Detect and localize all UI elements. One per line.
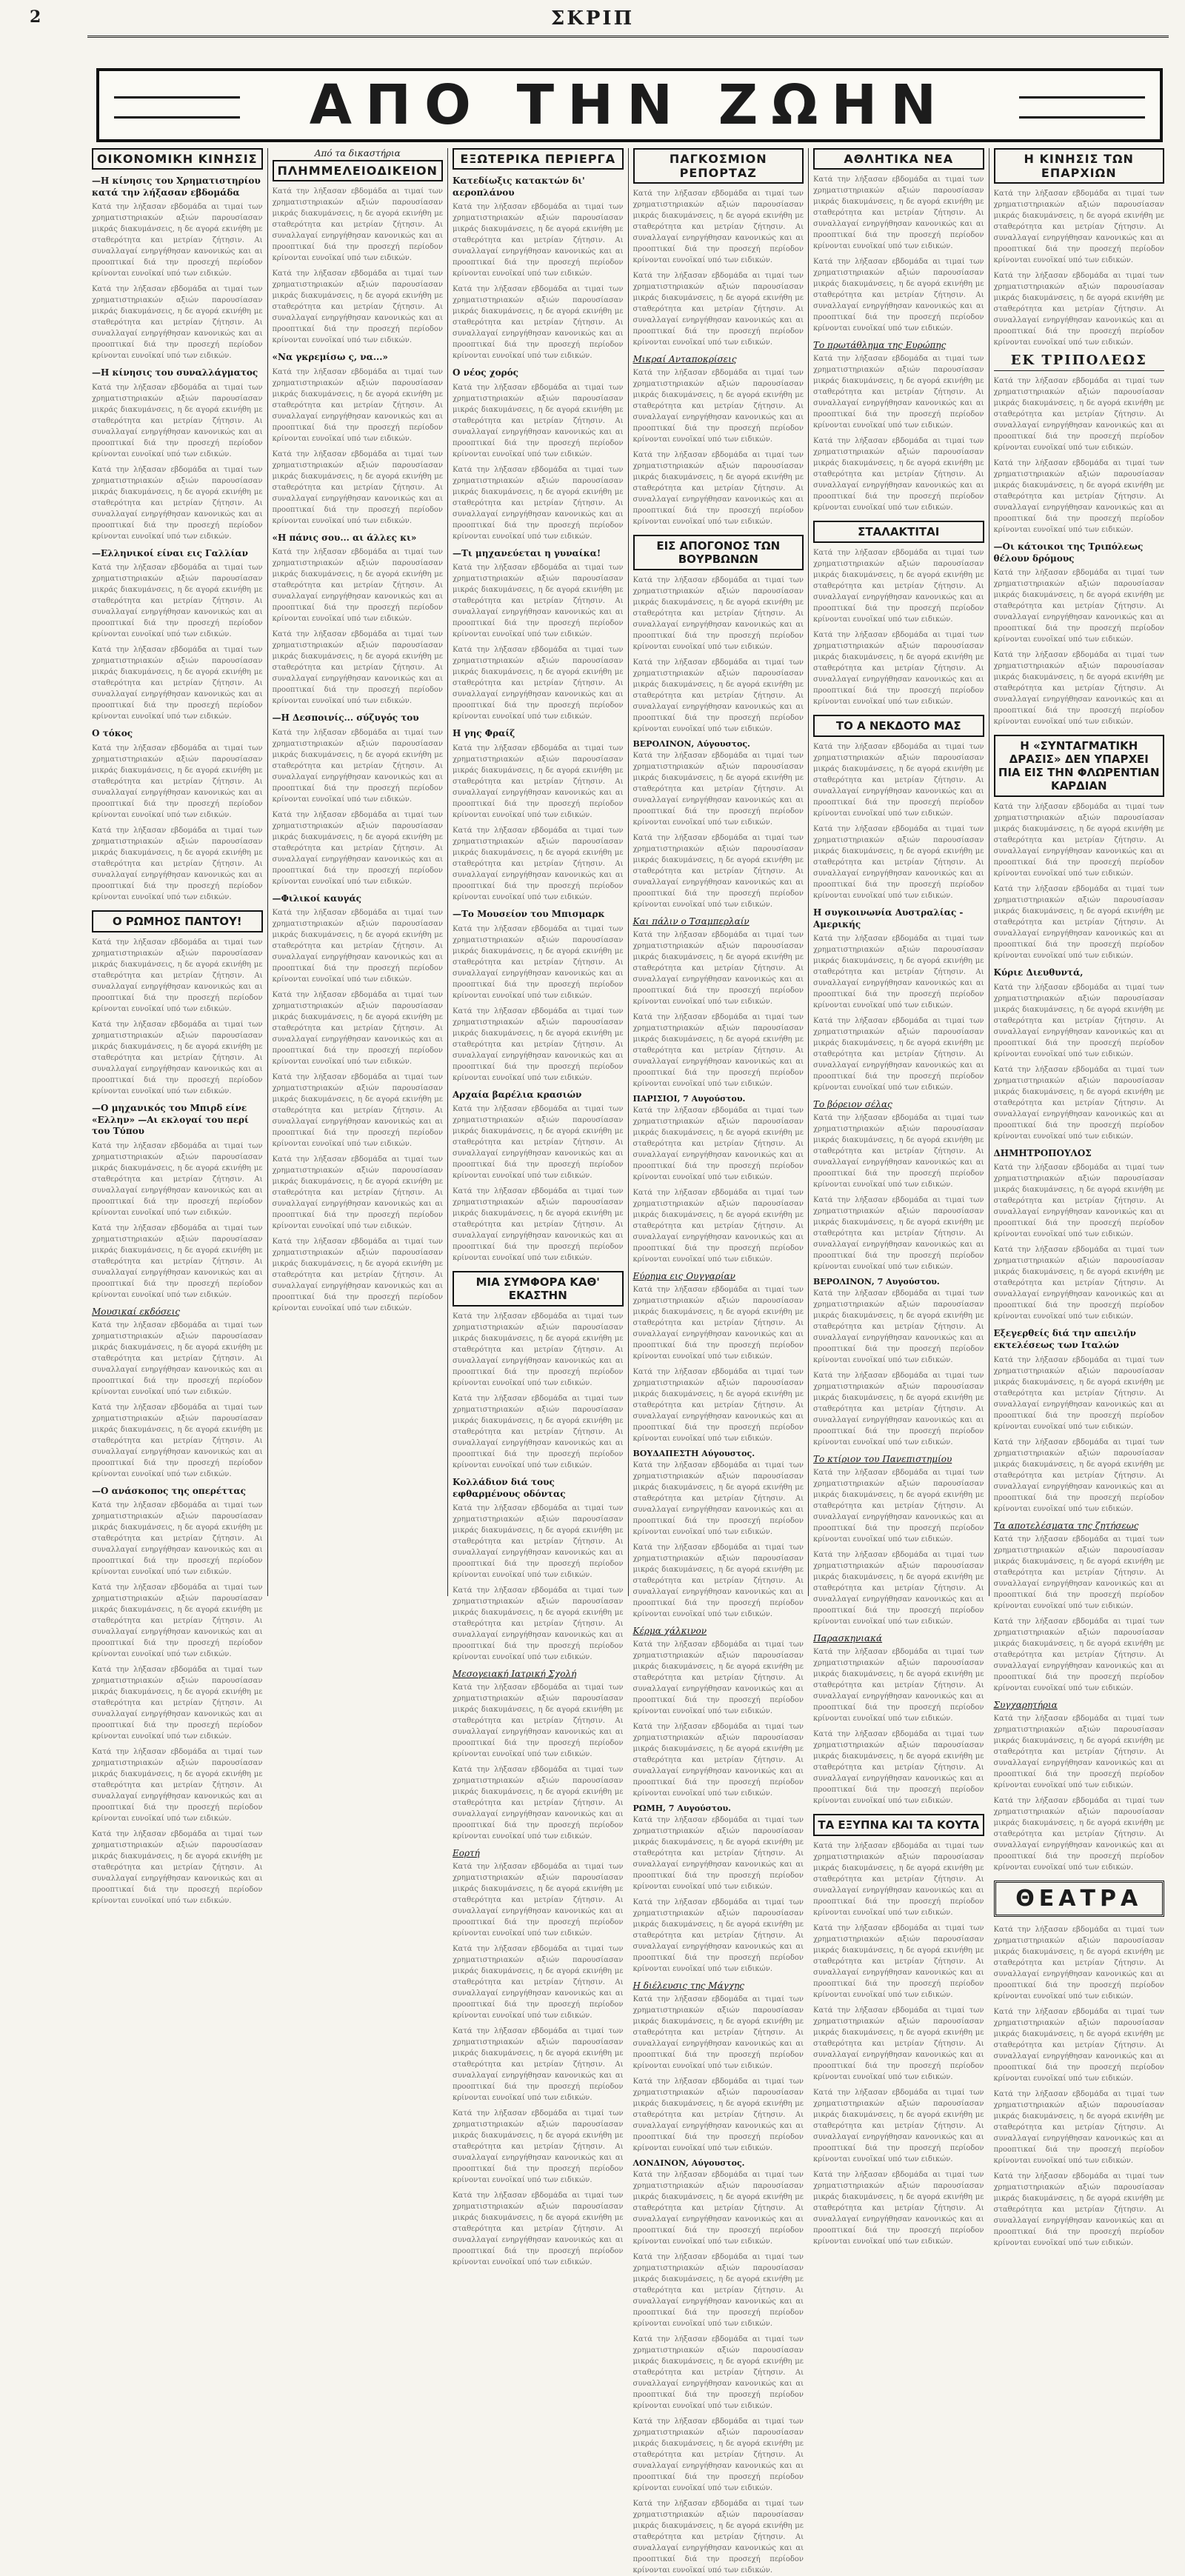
article-body: Κατά την λήξασαν εβδομάδα αι τιμαί των χρηματιστηριακών αξιών παρουσίασαν μικράς διακυμάνσεις, η δε αγορά εκινήθη με σταθερότητα και μετρίαν ζήτησιν. Αι συναλλαγαί ενηργήθησαν κανονικώς και αι προοπτικαί διά την προσεχή περίοδον κρίνονται ευνοϊκαί υπό των ειδικών. bbox=[453, 383, 624, 458]
article-body: Κατά την λήξασαν εβδομάδα αι τιμαί των χρηματιστηριακών αξιών παρουσίασαν μικράς διακυμάνσεις, η δε αγορά εκινήθη με σταθερότητα και μετρίαν ζήτησιν. Αι συναλλαγαί ενηργήθησαν κανονικώς και αι προοπτικαί διά την προσεχή περίοδον κρίνονται ευνοϊκαί υπό των ειδικών. bbox=[272, 548, 443, 624]
article-headline: Η συγκοινωνία Αυστραλίας - Αμερικής bbox=[813, 907, 964, 930]
article-body: Κατά την λήξασαν εβδομάδα αι τιμαί των χρηματιστηριακών αξιών παρουσίασαν μικράς διακυμάνσεις, η δε αγορά εκινήθη με σταθερότητα και μετρίαν ζήτησιν. Αι συναλλαγαί ενηργήθησαν κανονικώς και αι προοπτικαί διά την προσεχή περίοδον κρίνονται ευνοϊκαί υπό των ειδικών. bbox=[632, 1013, 804, 1088]
article-body: Κατά την λήξασαν εβδομάδα αι τιμαί των χρηματιστηριακών αξιών παρουσίασαν μικράς διακυμάνσεις, η δε αγορά εκινήθη με σταθερότητα και μετρίαν ζήτησιν. Αι συναλλαγαί ενηργήθησαν κανονικώς και αι προοπτικαί διά την προσεχή περίοδον κρίνονται ευνοϊκαί υπό των ειδικών. bbox=[632, 1898, 804, 1973]
article-body: Κατά την λήξασαν εβδομάδα αι τιμαί των χρηματιστηριακών αξιών παρουσίασαν μικράς διακυμάνσεις, η δε αγορά εκινήθη με σταθερότητα και μετρίαν ζήτησιν. Αι συναλλαγαί ενηργήθησαν κανονικώς και αι προοπτικαί διά την προσεχή περίοδον κρίνονται ευνοϊκαί υπό των ειδικών. bbox=[272, 630, 443, 706]
article-body: Κατά την λήξασαν εβδομάδα αι τιμαί των χρηματιστηριακών αξιών παρουσίασαν μικράς διακυμάνσεις, η δε αγορά εκινήθη με σταθερότητα και μετρίαν ζήτησιν. Αι συναλλαγαί ενηργήθησαν κανονικώς και αι προοπτικαί διά την προσεχή περίοδον κρίνονται ευνοϊκαί υπό των ειδικών. bbox=[453, 744, 624, 819]
article-body: Κατά την λήξασαν εβδομάδα αι τιμαί των χρηματιστηριακών αξιών παρουσίασαν μικράς διακυμάνσεις, η δε αγορά εκινήθη με σταθερότητα και μετρίαν ζήτησιν. Αι συναλλαγαί ενηργήθησαν κανονικώς και αι προοπτικαί διά την προσεχή περίοδον κρίνονται ευνοϊκαί υπό των ειδικών. bbox=[453, 2027, 624, 2103]
column-kicker: Από τα δικαστήρια bbox=[314, 148, 401, 159]
article-body: Κατά την λήξασαν εβδομάδα αι τιμαί των χρηματιστηριακών αξιών παρουσίασαν μικράς διακυμάνσεις, η δε αγορά εκινήθη με σταθερότητα και μετρίαν ζήτησιν. Αι συναλλαγαί ενηργήθησαν κανονικώς και αι προοπτικαί διά την προσεχή περίοδον κρίνονται ευνοϊκαί υπό των ειδικών. bbox=[632, 2078, 804, 2152]
article-body: Κατά την λήξασαν εβδομάδα αι τιμαί των χρηματιστηριακών αξιών παρουσίασαν μικράς διακυμάνσεις, η δε αγορά εκινήθη με σταθερότητα και μετρίαν ζήτησιν. Αι συναλλαγαί ενηργήθησαν κανονικώς και αι προοπτικαί διά την προσεχή περίοδον κρίνονται ευνοϊκαί υπό των ειδικών. bbox=[813, 2171, 984, 2246]
article-body: Κατά την λήξασαν εβδομάδα αι τιμαί των χρηματιστηριακών αξιών παρουσίασαν μικράς διακυμάνσεις, η δε αγορά εκινήθη με σταθερότητα και μετρίαν ζήτησιν. Αι συναλλαγαί ενηργήθησαν κανονικώς και αι προοπτικαί διά την προσεχή περίοδον κρίνονται ευνοϊκαί υπό των ειδικών. bbox=[993, 1925, 1164, 2001]
article-headline: —Ο ανάσκοπος της οπερέττας bbox=[92, 1485, 246, 1496]
article-body: Κατά την λήξασαν εβδομάδα αι τιμαί των χρηματιστηριακών αξιών παρουσίασαν μικράς διακυμάνσεις, η δε αγορά εκινήθη με σταθερότητα και μετρίαν ζήτησιν. Αι συναλλαγαί ενηργήθησαν κανονικώς και αι προοπτικαί διά την προσεχή περίοδον κρίνονται ευνοϊκαί υπό των ειδικών. bbox=[272, 728, 443, 804]
article-body: Κατά την λήξασαν εβδομάδα αι τιμαί των χρηματιστηριακών αξιών παρουσίασαν μικράς διακυμάνσεις, η δε αγορά εκινήθη με σταθερότητα και μετρίαν ζήτησιν. Αι συναλλαγαί ενηργήθησαν κανονικώς και αι προοπτικαί διά την προσεχή περίοδον κρίνονται ευνοϊκαί υπό των ειδικών. bbox=[993, 1438, 1164, 1513]
article-headline: —Ελληνικοί είναι εις Γαλλίαν bbox=[92, 547, 248, 558]
dateline: ΒΕΡΟΛΙΝΟΝ, 7 Αυγούστου. bbox=[813, 1277, 940, 1287]
article-body: Κατά την λήξασαν εβδομάδα αι τιμαί των χρηματιστηριακών αξιών παρουσίασαν μικράς διακυμάνσεις, η δε αγορά εκινήθη με σταθερότητα και μετρίαν ζήτησιν. Αι συναλλαγαί ενηργήθησαν κανονικώς και αι προοπτικαί διά την προσεχή περίοδον κρίνονται ευνοϊκαί υπό των ειδικών. bbox=[92, 1584, 263, 1659]
article-headline: Ο τόκος bbox=[92, 728, 133, 739]
article-body: Κατά την λήξασαν εβδομάδα αι τιμαί των χρηματιστηριακών αξιών παρουσίασαν μικράς διακυμάνσεις, η δε αγορά εκινήθη με σταθερότητα και μετρίαν ζήτησιν. Αι συναλλαγαί ενηργήθησαν κανονικώς και αι προοπτικαί διά την προσεχή περίοδον κρίνονται ευνοϊκαί υπό των ειδικών. bbox=[453, 1586, 624, 1662]
article-body: Κατά την λήξασαν εβδομάδα αι τιμαί των χρηματιστηριακών αξιών παρουσίασαν μικράς διακυμάνσεις, η δε αγορά εκινήθη με σταθερότητα και μετρίαν ζήτησιν. Αι συναλλαγαί ενηργήθησαν κανονικώς και αι προοπτικαί διά την προσεχή περίοδον κρίνονται ευνοϊκαί υπό των ειδικών. bbox=[453, 465, 624, 541]
article-body: Κατά την λήξασαν εβδομάδα αι τιμαί των χρηματιστηριακών αξιών παρουσίασαν μικράς διακυμάνσεις, η δε αγορά εκινήθη με σταθερότητα και μετρίαν ζήτησιν. Αι συναλλαγαί ενηργήθησαν κανονικώς και αι προοπτικαί διά την προσεχή περίοδον κρίνονται ευνοϊκαί υπό των ειδικών. bbox=[813, 258, 984, 333]
article-headline: Το βόρειον σέλας bbox=[813, 1099, 892, 1110]
article-body: Κατά την λήξασαν εβδομάδα αι τιμαί των χρηματιστηριακών αξιών παρουσίασαν μικράς διακυμάνσεις, η δε αγορά εκινήθη με σταθερότητα και μετρίαν ζήτησιν. Αι συναλλαγαί ενηργήθησαν κανονικώς και αι προοπτικαί διά την προσεχή περίοδον κρίνονται ευνοϊκαί υπό των ειδικών. bbox=[813, 1648, 984, 1724]
article-body: Κατά την λήξασαν εβδομάδα αι τιμαί των χρηματιστηριακών αξιών παρουσίασαν μικράς διακυμάνσεις, η δε αγορά εκινήθη με σταθερότητα και μετρίαν ζήτησιν. Αι συναλλαγαί ενηργήθησαν κανονικώς και αι προοπτικαί διά την προσεχή περίοδον κρίνονται ευνοϊκαί υπό των ειδικών. bbox=[92, 1830, 263, 1906]
article-body: Κατά την λήξασαν εβδομάδα αι τιμαί των χρηματιστηριακών αξιών παρουσίασαν μικράς διακυμάνσεις, η δε αγορά εκινήθη με σταθερότητα και μετρίαν ζήτησιν. Αι συναλλαγαί ενηργήθησαν κανονικώς και αι προοπτικαί διά την προσεχή περίοδον κρίνονται ευνοϊκαί υπό των ειδικών. bbox=[632, 1368, 804, 1443]
article-body: Κατά την λήξασαν εβδομάδα αι τιμαί των χρηματιστηριακών αξιών παρουσίασαν μικράς διακυμάνσεις, η δε αγορά εκινήθη με σταθερότητα και μετρίαν ζήτησιν. Αι συναλλαγαί ενηργήθησαν κανονικώς και αι προοπτικαί διά την προσεχή περίοδον κρίνονται ευνοϊκαί υπό των ειδικών. bbox=[993, 983, 1164, 1058]
article-headline: Κύριε Διευθυντά, bbox=[993, 967, 1084, 978]
article-body: Κατά την λήξασαν εβδομάδα αι τιμαί των χρηματιστηριακών αξιών παρουσίασαν μικράς διακυμάνσεις, η δε αγορά εκινήθη με σταθερότητα και μετρίαν ζήτησιν. Αι συναλλαγαί ενηργήθησαν κανονικώς και αι προοπτικαί διά την προσεχή περίοδον κρίνονται ευνοϊκαί υπό των ειδικών. bbox=[632, 834, 804, 909]
article-body: Κατά την λήξασαν εβδομάδα αι τιμαί των χρηματιστηριακών αξιών παρουσίασαν μικράς διακυμάνσεις, η δε αγορά εκινήθη με σταθερότητα και μετρίαν ζήτησιν. Αι συναλλαγαί ενηργήθησαν κανονικώς και αι προοπτικαί διά την προσεχή περίοδον κρίνονται ευνοϊκαί υπό των ειδικών. bbox=[632, 1286, 804, 1361]
article-body: Κατά την λήξασαν εβδομάδα αι τιμαί των χρηματιστηριακών αξιών παρουσίασαν μικράς διακυμάνσεις, η δε αγορά εκινήθη με σταθερότητα και μετρίαν ζήτησιν. Αι συναλλαγαί ενηργήθησαν κανονικώς και αι προοπτικαί διά την προσεχή περίοδον κρίνονται ευνοϊκαί υπό των ειδικών. bbox=[272, 270, 443, 344]
article-body: Κατά την λήξασαν εβδομάδα αι τιμαί των χρηματιστηριακών αξιών παρουσίασαν μικράς διακυμάνσεις, η δε αγορά εκινήθη με σταθερότητα και μετρίαν ζήτησιν. Αι συναλλαγαί ενηργήθησαν κανονικώς και αι προοπτικαί διά την προσεχή περίοδον κρίνονται ευνοϊκαί υπό των ειδικών. bbox=[632, 2500, 804, 2575]
article-headline: —Η κίνησις του συναλλάγματος bbox=[92, 367, 258, 378]
article-body: Κατά την λήξασαν εβδομάδα αι τιμαί των χρηματιστηριακών αξιών παρουσίασαν μικράς διακυμάνσεις, η δε αγορά εκινήθη με σταθερότητα και μετρίαν ζήτησιν. Αι συναλλαγαί ενηργήθησαν κανονικώς και αι προοπτικαί διά την προσεχή περίοδον κρίνονται ευνοϊκαί υπό των ειδικών. bbox=[632, 1995, 804, 2070]
boxed-headline: ΕΙΣ ΑΠΟΓΟΝΟΣ ΤΩΝ ΒΟΥΡΒΩΝΩΝ bbox=[633, 535, 804, 570]
article-body: Κατά την λήξασαν εβδομάδα αι τιμαί των χρηματιστηριακών αξιών παρουσίασαν μικράς διακυμάνσεις, η δε αγορά εκινήθη με σταθερότητα και μετρίαν ζήτησιν. Αι συναλλαγαί ενηργήθησαν κανονικώς και αι προοπτικαί διά την προσεχή περίοδον κρίνονται ευνοϊκαί υπό των ειδικών. bbox=[632, 658, 804, 733]
article-headline: Η γης Φραίζ bbox=[453, 728, 515, 739]
article-body: Κατά την λήξασαν εβδομάδα αι τιμαί των χρηματιστηριακών αξιών παρουσίασαν μικράς διακυμάνσεις, η δε αγορά εκινήθη με σταθερότητα και μετρίαν ζήτησιν. Αι συναλλαγαί ενηργήθησαν κανονικώς και αι προοπτικαί διά την προσεχή περίοδον κρίνονται ευνοϊκαί υπό των ειδικών. bbox=[453, 1187, 624, 1263]
column-header: Η ΚΙΝΗΣΙΣ ΤΩΝ ΕΠΑΡΧΙΩΝ bbox=[994, 148, 1165, 184]
article-body: Κατά την λήξασαν εβδομάδα αι τιμαί των χρηματιστηριακών αξιών παρουσίασαν μικράς διακυμάνσεις, η δε αγορά εκινήθη με σταθερότητα και μετρίαν ζήτησιν. Αι συναλλαγαί ενηργήθησαν κανονικώς και αι προοπτικαί διά την προσεχή περίοδον κρίνονται ευνοϊκαί υπό των ειδικών. bbox=[632, 2171, 804, 2246]
boxed-headline: Ο ΡΩΜΗΟΣ ΠΑΝΤΟΥ! bbox=[92, 910, 263, 932]
article-body: Κατά την λήξασαν εβδομάδα αι τιμαί των χρηματιστηριακών αξιών παρουσίασαν μικράς διακυμάνσεις, η δε αγορά εκινήθη με σταθερότητα και μετρίαν ζήτησιν. Αι συναλλαγαί ενηργήθησαν κανονικώς και αι προοπτικαί διά την προσεχή περίοδον κρίνονται ευνοϊκαί υπό των ειδικών. bbox=[993, 803, 1164, 878]
article-body: Κατά την λήξασαν εβδομάδα αι τιμαί των χρηματιστηριακών αξιών παρουσίασαν μικράς διακυμάνσεις, η δε αγορά εκινήθη με σταθερότητα και μετρίαν ζήτησιν. Αι συναλλαγαί ενηργήθησαν κανονικώς και αι προοπτικαί διά την προσεχή περίοδον κρίνονται ευνοϊκαί υπό των ειδικών. bbox=[993, 377, 1164, 452]
article-body: Κατά την λήξασαν εβδομάδα αι τιμαί των χρηματιστηριακών αξιών παρουσίασαν μικράς διακυμάνσεις, η δε αγορά εκινήθη με σταθερότητα και μετρίαν ζήτησιν. Αι συναλλαγαί ενηργήθησαν κανονικώς και αι προοπτικαί διά την προσεχή περίοδον κρίνονται ευνοϊκαί υπό των ειδικών. bbox=[92, 744, 263, 819]
article-body: Κατά την λήξασαν εβδομάδα αι τιμαί των χρηματιστηριακών αξιών παρουσίασαν μικράς διακυμάνσεις, η δε αγορά εκινήθη με σταθερότητα και μετρίαν ζήτησιν. Αι συναλλαγαί ενηργήθησαν κανονικώς και αι προοπτικαί διά την προσεχή περίοδον κρίνονται ευνοϊκαί υπό των ειδικών. bbox=[632, 1544, 804, 1618]
column-header: ΑΘΛΗΤΙΚΑ ΝΕΑ bbox=[813, 148, 984, 170]
article-body: Κατά την λήξασαν εβδομάδα αι τιμαί των χρηματιστηριακών αξιών παρουσίασαν μικράς διακυμάνσεις, η δε αγορά εκινήθη με σταθερότητα και μετρίαν ζήτησιν. Αι συναλλαγαί ενηργήθησαν κανονικώς και αι προοπτικαί διά την προσεχή περίοδον κρίνονται ευνοϊκαί υπό των ειδικών. bbox=[453, 646, 624, 721]
article-body: Κατά την λήξασαν εβδομάδα αι τιμαί των χρηματιστηριακών αξιών παρουσίασαν μικράς διακυμάνσεις, η δε αγορά εκινήθη με σταθερότητα και μετρίαν ζήτησιν. Αι συναλλαγαί ενηργήθησαν κανονικώς και αι προοπτικαί διά την προσεχή περίοδον κρίνονται ευνοϊκαί υπό των ειδικών. bbox=[632, 2417, 804, 2492]
article-body: Κατά την λήξασαν εβδομάδα αι τιμαί των χρηματιστηριακών αξιών παρουσίασαν μικράς διακυμάνσεις, η δε αγορά εκινήθη με σταθερότητα και μετρίαν ζήτησιν. Αι συναλλαγαί ενηργήθησαν κανονικώς και αι προοπτικαί διά την προσεχή περίοδον κρίνονται ευνοϊκαί υπό των ειδικών. bbox=[92, 564, 263, 639]
article-body: Κατά την λήξασαν εβδομάδα αι τιμαί των χρηματιστηριακών αξιών παρουσίασαν μικράς διακυμάνσεις, η δε αγορά εκινήθη με σταθερότητα και μετρίαν ζήτησιν. Αι συναλλαγαί ενηργήθησαν κανονικώς και αι προοπτικαί διά την προσεχή περίοδον κρίνονται ευνοϊκαί υπό των ειδικών. bbox=[453, 1504, 624, 1580]
article-body: Κατά την λήξασαν εβδομάδα αι τιμαί των χρηματιστηριακών αξιών παρουσίασαν μικράς διακυμάνσεις, η δε αγορά εκινήθη με σταθερότητα και μετρίαν ζήτησιν. Αι συναλλαγαί ενηργήθησαν κανονικώς και αι προοπτικαί διά την προσεχή περίοδον κρίνονται ευνοϊκαί υπό των ειδικών. bbox=[272, 991, 443, 1067]
article-body: Κατά την λήξασαν εβδομάδα αι τιμαί των χρηματιστηριακών αξιών παρουσίασαν μικράς διακυμάνσεις, η δε αγορά εκινήθη με σταθερότητα και μετρίαν ζήτησιν. Αι συναλλαγαί ενηργήθησαν κανονικώς και αι προοπτικαί διά την προσεχή περίοδον κρίνονται ευνοϊκαί υπό των ειδικών. bbox=[813, 1730, 984, 1806]
column-sports-news bbox=[809, 148, 989, 2246]
article-body: Κατά την λήξασαν εβδομάδα αι τιμαί των χρηματιστηριακών αξιών παρουσίασαν μικράς διακυμάνσεις, η δε αγορά εκινήθη με σταθερότητα και μετρίαν ζήτησιν. Αι συναλλαγαί ενηργήθησαν κανονικώς και αι προοπτικαί διά την προσεχή περίοδον κρίνονται ευνοϊκαί υπό των ειδικών. bbox=[632, 369, 804, 444]
article-body: Κατά την λήξασαν εβδομάδα αι τιμαί των χρηματιστηριακών αξιών παρουσίασαν μικράς διακυμάνσεις, η δε αγορά εκινήθη με σταθερότητα και μετρίαν ζήτησιν. Αι συναλλαγαί ενηργήθησαν κανονικώς και αι προοπτικαί διά την προσεχή περίοδον κρίνονται ευνοϊκαί υπό των ειδικών. bbox=[632, 752, 804, 827]
article-body: Κατά την λήξασαν εβδομάδα αι τιμαί των χρηματιστηριακών αξιών παρουσίασαν μικράς διακυμάνσεις, η δε αγορά εκινήθη με σταθερότητα και μετρίαν ζήτησιν. Αι συναλλαγαί ενηργήθησαν κανονικώς και αι προοπτικαί διά την προσεχή περίοδον κρίνονται ευνοϊκαί υπό των ειδικών. bbox=[92, 383, 263, 458]
dateline: ΡΩΜΗ, 7 Αυγούστου. bbox=[632, 1803, 731, 1813]
article-body: Κατά την λήξασαν εβδομάδα αι τιμαί των χρηματιστηριακών αξιών παρουσίασαν μικράς διακυμάνσεις, η δε αγορά εκινήθη με σταθερότητα και μετρίαν ζήτησιν. Αι συναλλαγαί ενηργήθησαν κανονικώς και αι προοπτικαί διά την προσεχή περίοδον κρίνονται ευνοϊκαί υπό των ειδικών. bbox=[813, 1289, 984, 1365]
article-body: Κατά την λήξασαν εβδομάδα αι τιμαί των χρηματιστηριακών αξιών παρουσίασαν μικράς διακυμάνσεις, η δε αγορά εκινήθη με σταθερότητα και μετρίαν ζήτησιν. Αι συναλλαγαί ενηργήθησαν κανονικώς και αι προοπτικαί διά την προσεχή περίοδον κρίνονται ευνοϊκαί υπό των ειδικών. bbox=[993, 1246, 1164, 1321]
article-body: Κατά την λήξασαν εβδομάδα αι τιμαί των χρηματιστηριακών αξιών παρουσίασαν μικράς διακυμάνσεις, η δε αγορά εκινήθη με σταθερότητα και μετρίαν ζήτησιν. Αι συναλλαγαί ενηργήθησαν κανονικώς και αι προοπτικαί διά την προσεχή περίοδον κρίνονται ευνοϊκαί υπό των ειδικών. bbox=[993, 651, 1164, 727]
dateline: ΒΟΥΔΑΠΕΣΤΗ Αύγουστος. bbox=[632, 1449, 755, 1458]
article-body: Κατά την λήξασαν εβδομάδα αι τιμαί των χρηματιστηριακών αξιών παρουσίασαν μικράς διακυμάνσεις, η δε αγορά εκινήθη με σταθερότητα και μετρίαν ζήτησιν. Αι συναλλαγαί ενηργήθησαν κανονικώς και αι προοπτικαί διά την προσεχή περίοδον κρίνονται ευνοϊκαί υπό των ειδικών. bbox=[92, 646, 263, 721]
article-body: Κατά την λήξασαν εβδομάδα αι τιμαί των χρηματιστηριακών αξιών παρουσίασαν μικράς διακυμάνσεις, η δε αγορά εκινήθη με σταθερότητα και μετρίαν ζήτησιν. Αι συναλλαγαί ενηργήθησαν κανονικώς και αι προοπτικαί διά την προσεχή περίοδον κρίνονται ευνοϊκαί υπό των ειδικών. bbox=[453, 2109, 624, 2185]
article-body: Κατά την λήξασαν εβδομάδα αι τιμαί των χρηματιστηριακών αξιών παρουσίασαν μικράς διακυμάνσεις, η δε αγορά εκινήθη με σταθερότητα και μετρίαν ζήτησιν. Αι συναλλαγαί ενηργήθησαν κανονικώς και αι προοπτικαί διά την προσεχή περίοδον κρίνονται ευνοϊκαί υπό των ειδικών. bbox=[272, 810, 443, 886]
article-body: Κατά την λήξασαν εβδομάδα αι τιμαί των χρηματιστηριακών αξιών παρουσίασαν μικράς διακυμάνσεις, η δε αγορά εκινήθη με σταθερότητα και μετρίαν ζήτησιν. Αι συναλλαγαί ενηργήθησαν κανονικώς και αι προοπτικαί διά την προσεχή περίοδον κρίνονται ευνοϊκαί υπό των ειδικών. bbox=[92, 1321, 263, 1396]
article-headline: —Ο μηχανικός του Μπιρδ είνε «Ελλην» —Αι εκλογαί του περί του Τύπου bbox=[92, 1102, 249, 1137]
article-body: Κατά την λήξασαν εβδομάδα αι τιμαί των χρηματιστηριακών αξιών παρουσίασαν μικράς διακυμάνσεις, η δε αγορά εκινήθη με σταθερότητα και μετρίαν ζήτησιν. Αι συναλλαγαί ενηργήθησαν κανονικώς και αι προοπτικαί διά την προσεχή περίοδον κρίνονται ευνοϊκαί υπό των ειδικών. bbox=[453, 1007, 624, 1082]
article-body: Κατά την λήξασαν εβδομάδα αι τιμαί των χρηματιστηριακών αξιών παρουσίασαν μικράς διακυμάνσεις, η δε αγορά εκινήθη με σταθερότητα και μετρίαν ζήτησιν. Αι συναλλαγαί ενηργήθησαν κανονικώς και αι προοπτικαί διά την προσεχή περίοδον κρίνονται ευνοϊκαί υπό των ειδικών. bbox=[813, 2089, 984, 2164]
article-body: Κατά την λήξασαν εβδομάδα αι τιμαί των χρηματιστηριακών αξιών παρουσίασαν μικράς διακυμάνσεις, η δε αγορά εκινήθη με σταθερότητα και μετρίαν ζήτησιν. Αι συναλλαγαί ενηργήθησαν κανονικώς και αι προοπτικαί διά την προσεχή περίοδον κρίνονται ευνοϊκαί υπό των ειδικών. bbox=[993, 1355, 1164, 1431]
boxed-headline: Η «ΣΥΝΤΑΓΜΑΤΙΚΗ ΔΡΑΣΙΣ» ΔΕΝ ΥΠΑΡΧΕΙ ΠΙΑ ΕΙΣ ΤΗΝ ΦΛΩΡΕΝΤΙΑΝ ΚΑΡΔΙΑΝ bbox=[994, 735, 1165, 797]
article-body: Κατά την λήξασαν εβδομάδα αι τιμαί των χρηματιστηριακών αξιών παρουσίασαν μικράς διακυμάνσεις, η δε αγορά εκινήθη με σταθερότητα και μετρίαν ζήτησιν. Αι συναλλαγαί ενηργήθησαν κανονικώς και αι προοπτικαί διά την προσεχή περίοδον κρίνονται ευνοϊκαί υπό των ειδικών. bbox=[993, 1796, 1164, 1872]
article-body: Κατά την λήξασαν εβδομάδα αι τιμαί των χρηματιστηριακών αξιών παρουσίασαν μικράς διακυμάνσεις, η δε αγορά εκινήθη με σταθερότητα και μετρίαν ζήτησιν. Αι συναλλαγαί ενηργήθησαν κανονικώς και αι προοπτικαί διά την προσεχή περίοδον κρίνονται ευνοϊκαί υπό των ειδικών. bbox=[92, 465, 263, 541]
article-headline: Και πάλιν ο Τσαμπερλαίν bbox=[632, 916, 750, 927]
article-headline: ΔΗΜΗΤΡΟΠΟΥΛΟΣ bbox=[993, 1147, 1092, 1158]
article-body: Κατά την λήξασαν εβδομάδα αι τιμαί των χρηματιστηριακών αξιών παρουσίασαν μικράς διακυμάνσεις, η δε αγορά εκινήθη με σταθερότητα και μετρίαν ζήτησιν. Αι συναλλαγαί ενηργήθησαν κανονικώς και αι προοπτικαί διά την προσεχή περίοδον κρίνονται ευνοϊκαί υπό των ειδικών. bbox=[632, 1107, 804, 1181]
article-body: Κατά την λήξασαν εβδομάδα αι τιμαί των χρηματιστηριακών αξιών παρουσίασαν μικράς διακυμάνσεις, η δε αγορά εκινήθη με σταθερότητα και μετρίαν ζήτησιν. Αι συναλλαγαί ενηργήθησαν κανονικώς και αι προοπτικαί διά την προσεχή περίοδον κρίνονται ευνοϊκαί υπό των ειδικών. bbox=[813, 1372, 984, 1447]
article-body: Κατά την λήξασαν εβδομάδα αι τιμαί των χρηματιστηριακών αξιών παρουσίασαν μικράς διακυμάνσεις, η δε αγορά εκινήθη με σταθερότητα και μετρίαν ζήτησιν. Αι συναλλαγαί ενηργήθησαν κανονικώς και αι προοπτικαί διά την προσεχή περίοδον κρίνονται ευνοϊκαί υπό των ειδικών. bbox=[632, 272, 804, 347]
article-body: Κατά την λήξασαν εβδομάδα αι τιμαί των χρηματιστηριακών αξιών παρουσίασαν μικράς διακυμάνσεις, η δε αγορά εκινήθη με σταθερότητα και μετρίαν ζήτησιν. Αι συναλλαγαί ενηργήθησαν κανονικώς και αι προοπτικαί διά την προσεχή περίοδον κρίνονται ευνοϊκαί υπό των ειδικών. bbox=[632, 1723, 804, 1798]
article-body: Κατά την λήξασαν εβδομάδα αι τιμαί των χρηματιστηριακών αξιών παρουσίασαν μικράς διακυμάνσεις, η δε αγορά εκινήθη με σταθερότητα και μετρίαν ζήτησιν. Αι συναλλαγαί ενηργήθησαν κανονικώς και αι προοπτικαί διά την προσεχή περίοδον κρίνονται ευνοϊκαί υπό των ειδικών. bbox=[92, 826, 263, 901]
column-courts bbox=[268, 148, 449, 1596]
article-body: Κατά την λήξασαν εβδομάδα αι τιμαί των χρηματιστηριακών αξιών παρουσίασαν μικράς διακυμάνσεις, η δε αγορά εκινήθη με σταθερότητα και μετρίαν ζήτησιν. Αι συναλλαγαί ενηργήθησαν κανονικώς και αι προοπτικαί διά την προσεχή περίοδον κρίνονται ευνοϊκαί υπό των ειδικών. bbox=[813, 1196, 984, 1272]
article-body: Κατά την λήξασαν εβδομάδα αι τιμαί των χρηματιστηριακών αξιών παρουσίασαν μικράς διακυμάνσεις, η δε αγορά εκινήθη με σταθερότητα και μετρίαν ζήτησιν. Αι συναλλαγαί ενηργήθησαν κανονικώς και αι προοπτικαί διά την προσεχή περίοδον κρίνονται ευνοϊκαί υπό των ειδικών. bbox=[632, 2335, 804, 2410]
article-body: Κατά την λήξασαν εβδομάδα αι τιμαί των χρηματιστηριακών αξιών παρουσίασαν μικράς διακυμάνσεις, η δε αγορά εκινήθη με σταθερότητα και μετρίαν ζήτησιν. Αι συναλλαγαί ενηργήθησαν κανονικώς και αι προοπτικαί διά την προσεχή περίοδον κρίνονται ευνοϊκαί υπό των ειδικών. bbox=[993, 1535, 1164, 1610]
article-body: Κατά την λήξασαν εβδομάδα αι τιμαί των χρηματιστηριακών αξιών παρουσίασαν μικράς διακυμάνσεις, η δε αγορά εκινήθη με σταθερότητα και μετρίαν ζήτησιν. Αι συναλλαγαί ενηργήθησαν κανονικώς και αι προοπτικαί διά την προσεχή περίοδον κρίνονται ευνοϊκαί υπό των ειδικών. bbox=[453, 285, 624, 361]
article-body: Κατά την λήξασαν εβδομάδα αι τιμαί των χρηματιστηριακών αξιών παρουσίασαν μικράς διακυμάνσεις, η δε αγορά εκινήθη με σταθερότητα και μετρίαν ζήτησιν. Αι συναλλαγαί ενηργήθησαν κανονικώς και αι προοπτικαί διά την προσεχή περίοδον κρίνονται ευνοϊκαί υπό των ειδικών. bbox=[993, 1617, 1164, 1692]
dateline: ΒΕΡΟΛΙΝΟΝ, Αύγουστος. bbox=[632, 739, 750, 749]
article-headline: «Να γκρεμίσω ς, να...» bbox=[272, 352, 388, 362]
article-body: Κατά την λήξασαν εβδομάδα αι τιμαί των χρηματιστηριακών αξιών παρουσίασαν μικράς διακυμάνσεις, η δε αγορά εκινήθη με σταθερότητα και μετρίαν ζήτησιν. Αι συναλλαγαί ενηργήθησαν κανονικώς και αι προοπτικαί διά την προσεχή περίοδον κρίνονται ευνοϊκαί υπό των ειδικών. bbox=[453, 924, 624, 1000]
article-headline: Εύρημα εις Ουγγαρίαν bbox=[632, 1271, 735, 1281]
article-body: Κατά την λήξασαν εβδομάδα αι τιμαί των χρηματιστηριακών αξιών παρουσίασαν μικράς διακυμάνσεις, η δε αγορά εκινήθη με σταθερότητα και μετρίαν ζήτησιν. Αι συναλλαγαί ενηργήθησαν κανονικώς και αι προοπτικαί διά την προσεχή περίοδον κρίνονται ευνοϊκαί υπό των ειδικών. bbox=[453, 1105, 624, 1181]
article-body: Κατά την λήξασαν εβδομάδα αι τιμαί των χρηματιστηριακών αξιών παρουσίασαν μικράς διακυμάνσεις, η δε αγορά εκινήθη με σταθερότητα και μετρίαν ζήτησιν. Αι συναλλαγαί ενηργήθησαν κανονικώς και αι προοπτικαί διά την προσεχή περίοδον κρίνονται ευνοϊκαί υπό των ειδικών. bbox=[92, 1020, 263, 1095]
article-body: Κατά την λήξασαν εβδομάδα αι τιμαί των χρηματιστηριακών αξιών παρουσίασαν μικράς διακυμάνσεις, η δε αγορά εκινήθη με σταθερότητα και μετρίαν ζήτησιν. Αι συναλλαγαί ενηργήθησαν κανονικώς και αι προοπτικαί διά την προσεχή περίοδον κρίνονται ευνοϊκαί υπό των ειδικών. bbox=[813, 176, 984, 250]
article-headline: —Τι μηχανεύεται η γυναίκα! bbox=[453, 547, 601, 558]
article-body: Κατά την λήξασαν εβδομάδα αι τιμαί των χρηματιστηριακών αξιών παρουσίασαν μικράς διακυμάνσεις, η δε αγορά εκινήθη με σταθερότητα και μετρίαν ζήτησιν. Αι συναλλαγαί ενηργήθησαν κανονικώς και αι προοπτικαί διά την προσεχή περίοδον κρίνονται ευνοϊκαί υπό των ειδικών. bbox=[453, 1312, 624, 1388]
article-body: Κατά την λήξασαν εβδομάδα αι τιμαί των χρηματιστηριακών αξιών παρουσίασαν μικράς διακυμάνσεις, η δε αγορά εκινήθη με σταθερότητα και μετρίαν ζήτησιν. Αι συναλλαγαί ενηργήθησαν κανονικώς και αι προοπτικαί διά την προσεχή περίοδον κρίνονται ευνοϊκαί υπό των ειδικών. bbox=[92, 1141, 263, 1217]
column-subhead: Κατεδίωξις κατακτών δι' αεροπλάνου bbox=[453, 176, 585, 198]
boxed-headline: ΣΤΑΛΑΚΤΙΤΑΙ bbox=[813, 521, 984, 543]
article-headline: Κολλάδιον διά τους εφθαρμένους οδόντας bbox=[453, 1477, 566, 1499]
article-headline: —Η Δεσποινίς... σύζυγός του bbox=[272, 713, 419, 724]
column-subhead: —Η κίνησις του Χρηματιστηρίου κατά την λήξασαν εβδομάδα bbox=[92, 176, 261, 198]
column-header: ΠΑΓΚΟΣΜΙΟΝ ΡΕΠΟΡΤΑΖ bbox=[633, 148, 804, 184]
article-headline: —Το Μουσείον του Μπισμαρκ bbox=[453, 908, 605, 919]
article-body: Κατά την λήξασαν εβδομάδα αι τιμαί των χρηματιστηριακών αξιών παρουσίασαν μικράς διακυμάνσεις, η δε αγορά εκινήθη με σταθερότητα και μετρίαν ζήτησιν. Αι συναλλαγαί ενηργήθησαν κανονικώς και αι προοπτικαί διά την προσεχή περίοδον κρίνονται ευνοϊκαί υπό των ειδικών. bbox=[632, 1816, 804, 1891]
article-body: Κατά την λήξασαν εβδομάδα αι τιμαί των χρηματιστηριακών αξιών παρουσίασαν μικράς διακυμάνσεις, η δε αγορά εκινήθη με σταθερότητα και μετρίαν ζήτησιν. Αι συναλλαγαί ενηργήθησαν κανονικώς και αι προοπτικαί διά την προσεχή περίοδον κρίνονται ευνοϊκαί υπό των ειδικών. bbox=[993, 2089, 1164, 2165]
article-body: Κατά την λήξασαν εβδομάδα αι τιμαί των χρηματιστηριακών αξιών παρουσίασαν μικράς διακυμάνσεις, η δε αγορά εκινήθη με σταθερότητα και μετρίαν ζήτησιν. Αι συναλλαγαί ενηργήθησαν κανονικώς και αι προοπτικαί διά την προσεχή περίοδον κρίνονται ευνοϊκαί υπό των ειδικών. bbox=[92, 285, 263, 361]
article-headline: Τα αποτελέσματα της ζητήσεως bbox=[993, 1520, 1139, 1531]
article-body: Κατά την λήξασαν εβδομάδα αι τιμαί των χρηματιστηριακών αξιών παρουσίασαν μικράς διακυμάνσεις, η δε αγορά εκινήθη με σταθερότητα και μετρίαν ζήτησιν. Αι συναλλαγαί ενηργήθησαν κανονικώς και αι προοπτικαί διά την προσεχή περίοδον κρίνονται ευνοϊκαί υπό των ειδικών. bbox=[813, 549, 984, 624]
article-body: Κατά την λήξασαν εβδομάδα αι τιμαί των χρηματιστηριακών αξιών παρουσίασαν μικράς διακυμάνσεις, η δε αγορά εκινήθη με σταθερότητα και μετρίαν ζήτησιν. Αι συναλλαγαί ενηργήθησαν κανονικώς και αι προοπτικαί διά την προσεχή περίοδον κρίνονται ευνοϊκαί υπό των ειδικών. bbox=[993, 2172, 1164, 2247]
article-body: Κατά την λήξασαν εβδομάδα αι τιμαί των χρηματιστηριακών αξιών παρουσίασαν μικράς διακυμάνσεις, η δε αγορά εκινήθη με σταθερότητα και μετρίαν ζήτησιν. Αι συναλλαγαί ενηργήθησαν κανονικώς και αι προοπτικαί διά την προσεχή περίοδον κρίνονται ευνοϊκαί υπό των ειδικών. bbox=[813, 355, 984, 430]
article-body: Κατά την λήξασαν εβδομάδα αι τιμαί των χρηματιστηριακών αξιών παρουσίασαν μικράς διακυμάνσεις, η δε αγορά εκινήθη με σταθερότητα και μετρίαν ζήτησιν. Αι συναλλαγαί ενηργήθησαν κανονικώς και αι προοπτικαί διά την προσεχή περίοδον κρίνονται ευνοϊκαί υπό των ειδικών. bbox=[993, 272, 1164, 347]
masthead: ΣΚΡΙΠ bbox=[550, 7, 635, 30]
boxed-headline: ΜΙΑ ΣΥΜΦΟΡΑ ΚΑΘ' ΕΚΑΣΤΗΝ bbox=[453, 1271, 624, 1307]
dateline: ΛΟΝΔΙΝΟΝ, Αύγουστος. bbox=[632, 2158, 745, 2168]
article-headline: Συγχαρητήρια bbox=[993, 1699, 1058, 1710]
article-body: Κατά την λήξασαν εβδομάδα αι τιμαί των χρηματιστηριακών αξιών παρουσίασαν μικράς διακυμάνσεις, η δε αγορά εκινήθη με σταθερότητα και μετρίαν ζήτησιν. Αι συναλλαγαί ενηργήθησαν κανονικώς και αι προοπτικαί διά την προσεχή περίοδον κρίνονται ευνοϊκαί υπό των ειδικών. bbox=[453, 1766, 624, 1841]
article-body: Κατά την λήξασαν εβδομάδα αι τιμαί των χρηματιστηριακών αξιών παρουσίασαν μικράς διακυμάνσεις, η δε αγορά εκινήθη με σταθερότητα και μετρίαν ζήτησιν. Αι συναλλαγαί ενηργήθησαν κανονικώς και αι προοπτικαί διά την προσεχή περίοδον κρίνονται ευνοϊκαί υπό των ειδικών. bbox=[92, 1224, 263, 1299]
article-body: Κατά την λήξασαν εβδομάδα αι τιμαί των χρηματιστηριακών αξιών παρουσίασαν μικράς διακυμάνσεις, η δε αγορά εκινήθη με σταθερότητα και μετρίαν ζήτησιν. Αι συναλλαγαί ενηργήθησαν κανονικώς και αι προοπτικαί διά την προσεχή περίοδον κρίνονται ευνοϊκαί υπό των ειδικών. bbox=[92, 1501, 263, 1577]
article-body: Κατά την λήξασαν εβδομάδα αι τιμαί των χρηματιστηριακών αξιών παρουσίασαν μικράς διακυμάνσεις, η δε αγορά εκινήθη με σταθερότητα και μετρίαν ζήτησιν. Αι συναλλαγαί ενηργήθησαν κανονικώς και αι προοπτικαί διά την προσεχή περίοδον κρίνονται ευνοϊκαί υπό των ειδικών. bbox=[632, 1461, 804, 1536]
article-headline: Μικραί Ανταποκρίσεις bbox=[632, 354, 737, 364]
article-body: Κατά την λήξασαν εβδομάδα αι τιμαί των χρηματιστηριακών αξιών παρουσίασαν μικράς διακυμάνσεις, η δε αγορά εκινήθη με σταθερότητα και μετρίαν ζήτησιν. Αι συναλλαγαί ενηργήθησαν κανονικώς και αι προοπτικαί διά την προσεχή περίοδον κρίνονται ευνοϊκαί υπό των ειδικών. bbox=[813, 1469, 984, 1544]
column-provinces bbox=[989, 148, 1169, 2247]
article-headline: Η διέλευσις της Μάγχης bbox=[632, 1981, 745, 1991]
article-body: Κατά την λήξασαν εβδομάδα αι τιμαί των χρηματιστηριακών αξιών παρουσίασαν μικράς διακυμάνσεις, η δε αγορά εκινήθη με σταθερότητα και μετρίαν ζήτησιν. Αι συναλλαγαί ενηργήθησαν κανονικώς και αι προοπτικαί διά την προσεχή περίοδον κρίνονται ευνοϊκαί υπό των ειδικών. bbox=[453, 2192, 624, 2267]
article-headline: —Οι κάτοικοι της Τριπόλεως θέλουν δρόμους bbox=[993, 541, 1144, 564]
boxed-headline: ΘΕΑΤΡΑ bbox=[994, 1881, 1165, 1917]
page-number: 2 bbox=[30, 7, 41, 27]
article-headline: Κέρμα χάλκινον bbox=[632, 1626, 707, 1636]
banner-title: ΑΠΟ ΤΗΝ ΖΩΗΝ bbox=[309, 73, 950, 137]
article-headline: Αρχαία βαρέλια κρασιών bbox=[453, 1089, 582, 1100]
article-headline: Εορτή bbox=[453, 1848, 480, 1859]
article-body: Κατά την λήξασαν εβδομάδα αι τιμαί των χρηματιστηριακών αξιών παρουσίασαν μικράς διακυμάνσεις, η δε αγορά εκινήθη με σταθερότητα και μετρίαν ζήτησιν. Αι συναλλαγαί ενηργήθησαν κανονικώς και αι προοπτικαί διά την προσεχή περίοδον κρίνονται ευνοϊκαί υπό των ειδικών. bbox=[92, 938, 263, 1013]
boxed-headline: ΤΑ ΕΞΥΠΝΑ ΚΑΙ ΤΑ ΚΟΥΤΑ bbox=[813, 1814, 984, 1836]
article-body: Κατά την λήξασαν εβδομάδα αι τιμαί των χρηματιστηριακών αξιών παρουσίασαν μικράς διακυμάνσεις, η δε αγορά εκινήθη με σταθερότητα και μετρίαν ζήτησιν. Αι συναλλαγαί ενηργήθησαν κανονικώς και αι προοπτικαί διά την προσεχή περίοδον κρίνονται ευνοϊκαί υπό των ειδικών. bbox=[813, 2006, 984, 2082]
article-body: Κατά την λήξασαν εβδομάδα αι τιμαί των χρηματιστηριακών αξιών παρουσίασαν μικράς διακυμάνσεις, η δε αγορά εκινήθη με σταθερότητα και μετρίαν ζήτησιν. Αι συναλλαγαί ενηργήθησαν κανονικώς και αι προοπτικαί διά την προσεχή περίοδον κρίνονται ευνοϊκαί υπό των ειδικών. bbox=[813, 1924, 984, 2000]
dateline: ΠΑΡΙΣΙΟΙ, 7 Αυγούστου. bbox=[632, 1094, 746, 1104]
column-header: ΠΛΗΜΜΕΛΕΙΟΔΙΚΕΙΟΝ bbox=[273, 160, 444, 181]
article-body: Κατά την λήξασαν εβδομάδα αι τιμαί των χρηματιστηριακών αξιών παρουσίασαν μικράς διακυμάνσεις, η δε αγορά εκινήθη με σταθερότητα και μετρίαν ζήτησιν. Αι συναλλαγαί ενηργήθησαν κανονικώς και αι προοπτικαί διά την προσεχή περίοδον κρίνονται ευνοϊκαί υπό των ειδικών. bbox=[993, 2007, 1164, 2083]
boxed-headline: ΤΟ Α ΝΕΚΔΟΤΟ ΜΑΣ bbox=[813, 715, 984, 737]
article-body: Κατά την λήξασαν εβδομάδα αι τιμαί των χρηματιστηριακών αξιών παρουσίασαν μικράς διακυμάνσεις, η δε αγορά εκινήθη με σταθερότητα και μετρίαν ζήτησιν. Αι συναλλαγαί ενηργήθησαν κανονικώς και αι προοπτικαί διά την προσεχή περίοδον κρίνονται ευνοϊκαί υπό των ειδικών. bbox=[813, 437, 984, 512]
article-body: Κατά την λήξασαν εβδομάδα αι τιμαί των χρηματιστηριακών αξιών παρουσίασαν μικράς διακυμάνσεις, η δε αγορά εκινήθη με σταθερότητα και μετρίαν ζήτησιν. Αι συναλλαγαί ενηργήθησαν κανονικώς και αι προοπτικαί διά την προσεχή περίοδον κρίνονται ευνοϊκαί υπό των ειδικών. bbox=[813, 743, 984, 818]
article-body: Κατά την λήξασαν εβδομάδα αι τιμαί των χρηματιστηριακών αξιών παρουσίασαν μικράς διακυμάνσεις, η δε αγορά εκινήθη με σταθερότητα και μετρίαν ζήτησιν. Αι συναλλαγαί ενηργήθησαν κανονικώς και αι προοπτικαί διά την προσεχή περίοδον κρίνονται ευνοϊκαί υπό των ειδικών. bbox=[453, 826, 624, 901]
article-body: Κατά την λήξασαν εβδομάδα αι τιμαί των χρηματιστηριακών αξιών παρουσίασαν μικράς διακυμάνσεις, η δε αγορά εκινήθη με σταθερότητα και μετρίαν ζήτησιν. Αι συναλλαγαί ενηργήθησαν κανονικώς και αι προοπτικαί διά την προσεχή περίοδον κρίνονται ευνοϊκαί υπό των ειδικών. bbox=[993, 190, 1164, 264]
article-body: Κατά την λήξασαν εβδομάδα αι τιμαί των χρηματιστηριακών αξιών παρουσίασαν μικράς διακυμάνσεις, η δε αγορά εκινήθη με σταθερότητα και μετρίαν ζήτησιν. Αι συναλλαγαί ενηργήθησαν κανονικώς και αι προοπτικαί διά την προσεχή περίοδον κρίνονται ευνοϊκαί υπό των ειδικών. bbox=[453, 203, 624, 278]
article-body: Κατά την λήξασαν εβδομάδα αι τιμαί των χρηματιστηριακών αξιών παρουσίασαν μικράς διακυμάνσεις, η δε αγορά εκινήθη με σταθερότητα και μετρίαν ζήτησιν. Αι συναλλαγαί ενηργήθησαν κανονικώς και αι προοπτικαί διά την προσεχή περίοδον κρίνονται ευνοϊκαί υπό των ειδικών. bbox=[272, 1238, 443, 1313]
columns bbox=[87, 148, 1169, 2575]
article-body: Κατά την λήξασαν εβδομάδα αι τιμαί των χρηματιστηριακών αξιών παρουσίασαν μικράς διακυμάνσεις, η δε αγορά εκινήθη με σταθερότητα και μετρίαν ζήτησιν. Αι συναλλαγαί ενηργήθησαν κανονικώς και αι προοπτικαί διά την προσεχή περίοδον κρίνονται ευνοϊκαί υπό των ειδικών. bbox=[272, 367, 443, 443]
article-headline: Το κτίριον του Πανεπιστημίου bbox=[813, 1454, 952, 1465]
article-headline: Μουσικαί εκδόσεις bbox=[92, 1306, 181, 1317]
article-body: Κατά την λήξασαν εβδομάδα αι τιμαί των χρηματιστηριακών αξιών παρουσίασαν μικράς διακυμάνσεις, η δε αγορά εκινήθη με σταθερότητα και μετρίαν ζήτησιν. Αι συναλλαγαί ενηργήθησαν κανονικώς και αι προοπτικαί διά την προσεχή περίοδον κρίνονται ευνοϊκαί υπό των ειδικών. bbox=[453, 564, 624, 639]
article-body: Κατά την λήξασαν εβδομάδα αι τιμαί των χρηματιστηριακών αξιών παρουσίασαν μικράς διακυμάνσεις, η δε αγορά εκινήθη με σταθερότητα και μετρίαν ζήτησιν. Αι συναλλαγαί ενηργήθησαν κανονικώς και αι προοπτικαί διά την προσεχή περίοδον κρίνονται ευνοϊκαί υπό των ειδικών. bbox=[813, 825, 984, 900]
article-body: Κατά την λήξασαν εβδομάδα αι τιμαί των χρηματιστηριακών αξιών παρουσίασαν μικράς διακυμάνσεις, η δε αγορά εκινήθη με σταθερότητα και μετρίαν ζήτησιν. Αι συναλλαγαί ενηργήθησαν κανονικώς και αι προοπτικαί διά την προσεχή περίοδον κρίνονται ευνοϊκαί υπό των ειδικών. bbox=[993, 459, 1164, 534]
article-body: Κατά την λήξασαν εβδομάδα αι τιμαί των χρηματιστηριακών αξιών παρουσίασαν μικράς διακυμάνσεις, η δε αγορά εκινήθη με σταθερότητα και μετρίαν ζήτησιν. Αι συναλλαγαί ενηργήθησαν κανονικώς και αι προοπτικαί διά την προσεχή περίοδον κρίνονται ευνοϊκαί υπό των ειδικών. bbox=[632, 931, 804, 1006]
column-header: ΟΙΚΟΝΟΜΙΚΗ ΚΙΝΗΣΙΣ bbox=[92, 148, 263, 170]
article-headline: Παρασκηνιακά bbox=[813, 1633, 883, 1644]
article-headline: «Η πάνις σου... αι άλλες κι» bbox=[272, 532, 417, 543]
article-body: Κατά την λήξασαν εβδομάδα αι τιμαί των χρηματιστηριακών αξιών παρουσίασαν μικράς διακυμάνσεις, η δε αγορά εκινήθη με σταθερότητα και μετρίαν ζήτησιν. Αι συναλλαγαί ενηργήθησαν κανονικώς και αι προοπτικαί διά την προσεχή περίοδον κρίνονται ευνοϊκαί υπό των ειδικών. bbox=[632, 1189, 804, 1264]
article-body: Κατά την λήξασαν εβδομάδα αι τιμαί των χρηματιστηριακών αξιών παρουσίασαν μικράς διακυμάνσεις, η δε αγορά εκινήθη με σταθερότητα και μετρίαν ζήτησιν. Αι συναλλαγαί ενηργήθησαν κανονικώς και αι προοπτικαί διά την προσεχή περίοδον κρίνονται ευνοϊκαί υπό των ειδικών. bbox=[272, 187, 443, 262]
article-body: Κατά την λήξασαν εβδομάδα αι τιμαί των χρηματιστηριακών αξιών παρουσίασαν μικράς διακυμάνσεις, η δε αγορά εκινήθη με σταθερότητα και μετρίαν ζήτησιν. Αι συναλλαγαί ενηργήθησαν κανονικώς και αι προοπτικαί διά την προσεχή περίοδον κρίνονται ευνοϊκαί υπό των ειδικών. bbox=[272, 1073, 443, 1149]
article-body: Κατά την λήξασαν εβδομάδα αι τιμαί των χρηματιστηριακών αξιών παρουσίασαν μικράς διακυμάνσεις, η δε αγορά εκινήθη με σταθερότητα και μετρίαν ζήτησιν. Αι συναλλαγαί ενηργήθησαν κανονικώς και αι προοπτικαί διά την προσεχή περίοδον κρίνονται ευνοϊκαί υπό των ειδικών. bbox=[993, 1065, 1164, 1141]
article-body: Κατά την λήξασαν εβδομάδα αι τιμαί των χρηματιστηριακών αξιών παρουσίασαν μικράς διακυμάνσεις, η δε αγορά εκινήθη με σταθερότητα και μετρίαν ζήτησιν. Αι συναλλαγαί ενηργήθησαν κανονικώς και αι προοπτικαί διά την προσεχή περίοδον κρίνονται ευνοϊκαί υπό των ειδικών. bbox=[632, 2253, 804, 2328]
column-foreign-curiosities bbox=[448, 148, 629, 2267]
article-headline: ΕΚ ΤΡΙΠΟΛΕΩΣ bbox=[994, 353, 1165, 371]
masthead-rule bbox=[87, 36, 1169, 38]
article-body: Κατά την λήξασαν εβδομάδα αι τιμαί των χρηματιστηριακών αξιών παρουσίασαν μικράς διακυμάνσεις, η δε αγορά εκινήθη με σταθερότητα και μετρίαν ζήτησιν. Αι συναλλαγαί ενηργήθησαν κανονικώς και αι προοπτικαί διά την προσεχή περίοδον κρίνονται ευνοϊκαί υπό των ειδικών. bbox=[813, 1114, 984, 1189]
article-body: Κατά την λήξασαν εβδομάδα αι τιμαί των χρηματιστηριακών αξιών παρουσίασαν μικράς διακυμάνσεις, η δε αγορά εκινήθη με σταθερότητα και μετρίαν ζήτησιν. Αι συναλλαγαί ενηργήθησαν κανονικώς και αι προοπτικαί διά την προσεχή περίοδον κρίνονται ευνοϊκαί υπό των ειδικών. bbox=[92, 1666, 263, 1741]
article-headline: —Φιλικοί καυγάς bbox=[272, 892, 361, 904]
article-body: Κατά την λήξασαν εβδομάδα αι τιμαί των χρηματιστηριακών αξιών παρουσίασαν μικράς διακυμάνσεις, η δε αγορά εκινήθη με σταθερότητα και μετρίαν ζήτησιν. Αι συναλλαγαί ενηργήθησαν κανονικώς και αι προοπτικαί διά την προσεχή περίοδον κρίνονται ευνοϊκαί υπό των ειδικών. bbox=[813, 631, 984, 706]
article-body: Κατά την λήξασαν εβδομάδα αι τιμαί των χρηματιστηριακών αξιών παρουσίασαν μικράς διακυμάνσεις, η δε αγορά εκινήθη με σταθερότητα και μετρίαν ζήτησιν. Αι συναλλαγαί ενηργήθησαν κανονικώς και αι προοπτικαί διά την προσεχή περίοδον κρίνονται ευνοϊκαί υπό των ειδικών. bbox=[272, 450, 443, 525]
article-body: Κατά την λήξασαν εβδομάδα αι τιμαί των χρηματιστηριακών αξιών παρουσίασαν μικράς διακυμάνσεις, η δε αγορά εκινήθη με σταθερότητα και μετρίαν ζήτησιν. Αι συναλλαγαί ενηργήθησαν κανονικώς και αι προοπτικαί διά την προσεχή περίοδον κρίνονται ευνοϊκαί υπό των ειδικών. bbox=[993, 1164, 1164, 1239]
article-headline: Εξεγερθείς διά την απειλήν εκτελέσεως των Ιταλών bbox=[993, 1328, 1136, 1350]
article-headline: Το πρωτάθλημα της Ευρώπης bbox=[813, 340, 947, 350]
article-body: Κατά την λήξασαν εβδομάδα αι τιμαί των χρηματιστηριακών αξιών παρουσίασαν μικράς διακυμάνσεις, η δε αγορά εκινήθη με σταθερότητα και μετρίαν ζήτησιν. Αι συναλλαγαί ενηργήθησαν κανονικώς και αι προοπτικαί διά την προσεχή περίοδον κρίνονται ευνοϊκαί υπό των ειδικών. bbox=[993, 885, 1164, 961]
article-body: Κατά την λήξασαν εβδομάδα αι τιμαί των χρηματιστηριακών αξιών παρουσίασαν μικράς διακυμάνσεις, η δε αγορά εκινήθη με σταθερότητα και μετρίαν ζήτησιν. Αι συναλλαγαί ενηργήθησαν κανονικώς και αι προοπτικαί διά την προσεχή περίοδον κρίνονται ευνοϊκαί υπό των ειδικών. bbox=[813, 1842, 984, 1918]
article-body: Κατά την λήξασαν εβδομάδα αι τιμαί των χρηματιστηριακών αξιών παρουσίασαν μικράς διακυμάνσεις, η δε αγορά εκινήθη με σταθερότητα και μετρίαν ζήτησιν. Αι συναλλαγαί ενηργήθησαν κανονικώς και αι προοπτικαί διά την προσεχή περίοδον κρίνονται ευνοϊκαί υπό των ειδικών. bbox=[92, 203, 263, 278]
column-header: ΕΞΩΤΕΡΙΚΑ ΠΕΡΙΕΡΓΑ bbox=[453, 148, 624, 170]
article-body: Κατά την λήξασαν εβδομάδα αι τιμαί των χρηματιστηριακών αξιών παρουσίασαν μικράς διακυμάνσεις, η δε αγορά εκινήθη με σταθερότητα και μετρίαν ζήτησιν. Αι συναλλαγαί ενηργήθησαν κανονικώς και αι προοπτικαί διά την προσεχή περίοδον κρίνονται ευνοϊκαί υπό των ειδικών. bbox=[813, 935, 984, 1010]
article-body: Κατά την λήξασαν εβδομάδα αι τιμαί των χρηματιστηριακών αξιών παρουσίασαν μικράς διακυμάνσεις, η δε αγορά εκινήθη με σταθερότητα και μετρίαν ζήτησιν. Αι συναλλαγαί ενηργήθησαν κανονικώς και αι προοπτικαί διά την προσεχή περίοδον κρίνονται ευνοϊκαί υπό των ειδικών. bbox=[632, 1641, 804, 1715]
article-body: Κατά την λήξασαν εβδομάδα αι τιμαί των χρηματιστηριακών αξιών παρουσίασαν μικράς διακυμάνσεις, η δε αγορά εκινήθη με σταθερότητα και μετρίαν ζήτησιν. Αι συναλλαγαί ενηργήθησαν κανονικώς και αι προοπτικαί διά την προσεχή περίοδον κρίνονται ευνοϊκαί υπό των ειδικών. bbox=[453, 1684, 624, 1759]
article-body: Κατά την λήξασαν εβδομάδα αι τιμαί των χρηματιστηριακών αξιών παρουσίασαν μικράς διακυμάνσεις, η δε αγορά εκινήθη με σταθερότητα και μετρίαν ζήτησιν. Αι συναλλαγαί ενηργήθησαν κανονικώς και αι προοπτικαί διά την προσεχή περίοδον κρίνονται ευνοϊκαί υπό των ειδικών. bbox=[632, 576, 804, 651]
column-economy bbox=[87, 148, 268, 1906]
article-headline: Ο νέος χορός bbox=[453, 367, 518, 378]
column-world-reporting bbox=[629, 148, 810, 2575]
article-body: Κατά την λήξασαν εβδομάδα αι τιμαί των χρηματιστηριακών αξιών παρουσίασαν μικράς διακυμάνσεις, η δε αγορά εκινήθη με σταθερότητα και μετρίαν ζήτησιν. Αι συναλλαγαί ενηργήθησαν κανονικώς και αι προοπτικαί διά την προσεχή περίοδον κρίνονται ευνοϊκαί υπό των ειδικών. bbox=[272, 1155, 443, 1231]
article-body: Κατά την λήξασαν εβδομάδα αι τιμαί των χρηματιστηριακών αξιών παρουσίασαν μικράς διακυμάνσεις, η δε αγορά εκινήθη με σταθερότητα και μετρίαν ζήτησιν. Αι συναλλαγαί ενηργήθησαν κανονικώς και αι προοπτικαί διά την προσεχή περίοδον κρίνονται ευνοϊκαί υπό των ειδικών. bbox=[453, 1945, 624, 2021]
article-body: Κατά την λήξασαν εβδομάδα αι τιμαί των χρηματιστηριακών αξιών παρουσίασαν μικράς διακυμάνσεις, η δε αγορά εκινήθη με σταθερότητα και μετρίαν ζήτησιν. Αι συναλλαγαί ενηργήθησαν κανονικώς και αι προοπτικαί διά την προσεχή περίοδον κρίνονται ευνοϊκαί υπό των ειδικών. bbox=[813, 1017, 984, 1092]
article-body: Κατά την λήξασαν εβδομάδα αι τιμαί των χρηματιστηριακών αξιών παρουσίασαν μικράς διακυμάνσεις, η δε αγορά εκινήθη με σταθερότητα και μετρίαν ζήτησιν. Αι συναλλαγαί ενηργήθησαν κανονικώς και αι προοπτικαί διά την προσεχή περίοδον κρίνονται ευνοϊκαί υπό των ειδικών. bbox=[453, 1395, 624, 1470]
article-headline: Μεσογειακή Ιατρική Σχολή bbox=[453, 1669, 577, 1680]
article-body: Κατά την λήξασαν εβδομάδα αι τιμαί των χρηματιστηριακών αξιών παρουσίασαν μικράς διακυμάνσεις, η δε αγορά εκινήθη με σταθερότητα και μετρίαν ζήτησιν. Αι συναλλαγαί ενηργήθησαν κανονικώς και αι προοπτικαί διά την προσεχή περίοδον κρίνονται ευνοϊκαί υπό των ειδικών. bbox=[92, 1403, 263, 1478]
article-body: Κατά την λήξασαν εβδομάδα αι τιμαί των χρηματιστηριακών αξιών παρουσίασαν μικράς διακυμάνσεις, η δε αγορά εκινήθη με σταθερότητα και μετρίαν ζήτησιν. Αι συναλλαγαί ενηργήθησαν κανονικώς και αι προοπτικαί διά την προσεχή περίοδον κρίνονται ευνοϊκαί υπό των ειδικών. bbox=[272, 909, 443, 984]
article-body: Κατά την λήξασαν εβδομάδα αι τιμαί των χρηματιστηριακών αξιών παρουσίασαν μικράς διακυμάνσεις, η δε αγορά εκινήθη με σταθερότητα και μετρίαν ζήτησιν. Αι συναλλαγαί ενηργήθησαν κανονικώς και αι προοπτικαί διά την προσεχή περίοδον κρίνονται ευνοϊκαί υπό των ειδικών. bbox=[993, 569, 1164, 644]
article-body: Κατά την λήξασαν εβδομάδα αι τιμαί των χρηματιστηριακών αξιών παρουσίασαν μικράς διακυμάνσεις, η δε αγορά εκινήθη με σταθερότητα και μετρίαν ζήτησιν. Αι συναλλαγαί ενηργήθησαν κανονικώς και αι προοπτικαί διά την προσεχή περίοδον κρίνονται ευνοϊκαί υπό των ειδικών. bbox=[632, 190, 804, 264]
article-body: Κατά την λήξασαν εβδομάδα αι τιμαί των χρηματιστηριακών αξιών παρουσίασαν μικράς διακυμάνσεις, η δε αγορά εκινήθη με σταθερότητα και μετρίαν ζήτησιν. Αι συναλλαγαί ενηργήθησαν κανονικώς και αι προοπτικαί διά την προσεχή περίοδον κρίνονται ευνοϊκαί υπό των ειδικών. bbox=[813, 1551, 984, 1626]
article-body: Κατά την λήξασαν εβδομάδα αι τιμαί των χρηματιστηριακών αξιών παρουσίασαν μικράς διακυμάνσεις, η δε αγορά εκινήθη με σταθερότητα και μετρίαν ζήτησιν. Αι συναλλαγαί ενηργήθησαν κανονικώς και αι προοπτικαί διά την προσεχή περίοδον κρίνονται ευνοϊκαί υπό των ειδικών. bbox=[632, 451, 804, 526]
section-banner bbox=[96, 68, 1163, 142]
article-body: Κατά την λήξασαν εβδομάδα αι τιμαί των χρηματιστηριακών αξιών παρουσίασαν μικράς διακυμάνσεις, η δε αγορά εκινήθη με σταθερότητα και μετρίαν ζήτησιν. Αι συναλλαγαί ενηργήθησαν κανονικώς και αι προοπτικαί διά την προσεχή περίοδον κρίνονται ευνοϊκαί υπό των ειδικών. bbox=[92, 1748, 263, 1823]
article-body: Κατά την λήξασαν εβδομάδα αι τιμαί των χρηματιστηριακών αξιών παρουσίασαν μικράς διακυμάνσεις, η δε αγορά εκινήθη με σταθερότητα και μετρίαν ζήτησιν. Αι συναλλαγαί ενηργήθησαν κανονικώς και αι προοπτικαί διά την προσεχή περίοδον κρίνονται ευνοϊκαί υπό των ειδικών. bbox=[993, 1714, 1164, 1789]
article-body: Κατά την λήξασαν εβδομάδα αι τιμαί των χρηματιστηριακών αξιών παρουσίασαν μικράς διακυμάνσεις, η δε αγορά εκινήθη με σταθερότητα και μετρίαν ζήτησιν. Αι συναλλαγαί ενηργήθησαν κανονικώς και αι προοπτικαί διά την προσεχή περίοδον κρίνονται ευνοϊκαί υπό των ειδικών. bbox=[453, 1863, 624, 1938]
